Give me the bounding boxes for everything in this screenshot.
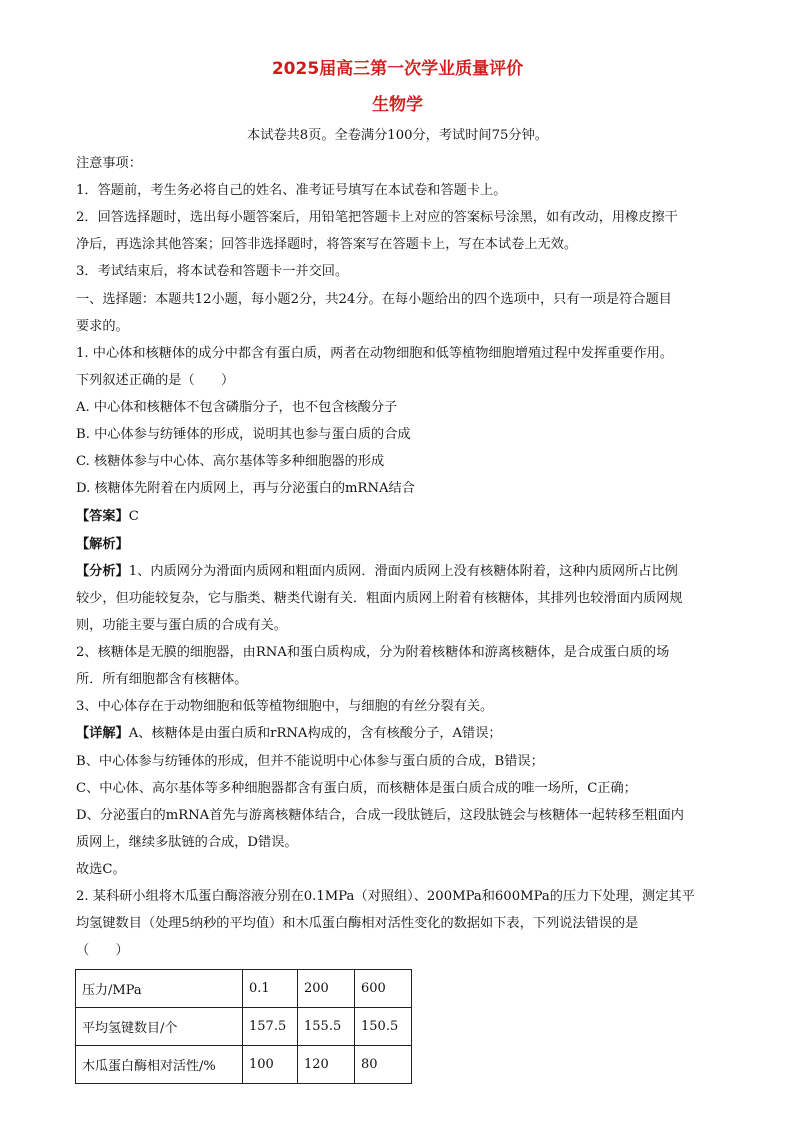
q1-option-a: A. 中心体和核糖体不包含磷脂分子，也不包含核酸分子 bbox=[76, 400, 398, 415]
section-intro: 一、选择题：本题共12小题，每小题2分，共24分。在每小题给出的四个选项中，只有一项是符合题目 bbox=[76, 292, 672, 307]
fenxi-line: 则，功能主要与蛋白质的合成有关。 bbox=[76, 618, 287, 633]
table-cell: 150.5 bbox=[355, 1008, 412, 1046]
table-cell: 80 bbox=[355, 1046, 412, 1084]
fenxi-text: 1、内质网分为滑面内质网和粗面内质网．滑面内质网上没有核糖体附着，这种内质网所占比例 bbox=[128, 564, 678, 579]
fenxi-line: 所．所有细胞都含有核糖体。 bbox=[76, 672, 248, 687]
xiangjie-line: 质网上，继续多肽链的合成，D错误。 bbox=[76, 835, 298, 850]
notice-item: 1．答题前，考生务必将自己的姓名、准考证号填写在本试卷和答题卡上。 bbox=[76, 183, 507, 198]
fenxi-line: 3、中心体存在于动物细胞和低等植物细胞中，与细胞的有丝分裂有关。 bbox=[76, 699, 494, 714]
q1-conclusion: 故选C。 bbox=[76, 862, 126, 877]
q1-option-c: C. 核糖体参与中心体、高尔基体等多种细胞器的形成 bbox=[76, 454, 385, 469]
xiangjie-text: A、核糖体是由蛋白质和rRNA构成的，含有核酸分子，A错误； bbox=[128, 726, 502, 741]
pressure-data-table bbox=[75, 969, 412, 1084]
q1-stem: 下列叙述正确的是（ ） bbox=[76, 373, 235, 388]
notice-item: 净后，再选涂其他答案；回答非选择题时，将答案写在答题卡上，写在本试卷上无效。 bbox=[76, 237, 578, 252]
table-cell: 100 bbox=[243, 1046, 298, 1084]
table-cell: 157.5 bbox=[243, 1008, 298, 1046]
subject-title: 生物学 bbox=[372, 95, 423, 115]
analysis-label: 【解析】 bbox=[76, 537, 129, 552]
table-row bbox=[76, 1046, 412, 1084]
q1-stem: 1. 中心体和核糖体的成分中都含有蛋白质，两者在动物细胞和低等植物细胞增殖过程中发挥重要作用。 bbox=[76, 346, 674, 361]
xiangjie-line: D、分泌蛋白的mRNA首先与游离核糖体结合，合成一段肽链后，这段肽链会与核糖体一起转移至粗面内 bbox=[76, 808, 684, 823]
fenxi-line: 较少，但功能较复杂，它与脂类、糖类代谢有关．粗面内质网上附着有核糖体，其排列也较滑面内质网规 bbox=[76, 591, 683, 606]
fenxi-line bbox=[76, 562, 726, 581]
table-cell: 压力/MPa bbox=[76, 970, 243, 1008]
xiangjie-line: C、中心体、高尔基体等多种细胞器都含有蛋白质，而核糖体是蛋白质合成的唯一场所，C正确； bbox=[76, 781, 637, 796]
exam-title: 2025届高三第一次学业质量评价 bbox=[271, 59, 524, 79]
table-cell: 120 bbox=[298, 1046, 355, 1084]
q1-option-d: D. 核糖体先附着在内质网上，再与分泌蛋白的mRNA结合 bbox=[76, 481, 415, 496]
notice-item: 3．考试结束后，将本试卷和答题卡一并交回。 bbox=[76, 264, 349, 279]
answer-label: 【答案】 bbox=[76, 509, 129, 524]
table-cell: 平均氢键数目/个 bbox=[76, 1008, 243, 1046]
xiangjie-line bbox=[76, 724, 726, 743]
table-cell: 木瓜蛋白酶相对活性/% bbox=[76, 1046, 243, 1084]
q1-answer bbox=[76, 507, 726, 526]
fenxi-label: 【分析】 bbox=[76, 564, 129, 579]
answer-value: C bbox=[128, 509, 139, 524]
xiangjie-line: B、中心体参与纺锤体的形成，但并不能说明中心体参与蛋白质的合成，B错误； bbox=[76, 754, 544, 769]
xiangjie-label: 【详解】 bbox=[76, 726, 129, 741]
q2-stem: （ ） bbox=[76, 943, 129, 958]
q2-stem: 均氢键数目（处理5纳秒的平均值）和木瓜蛋白酶相对活性变化的数据如下表，下列说法错误的是 bbox=[76, 916, 639, 931]
section-intro: 要求的。 bbox=[76, 319, 129, 334]
notice-item: 2．回答选择题时，选出每小题答案后，用铅笔把答题卡上对应的答案标号涂黑，如有改动，用橡皮擦干 bbox=[76, 210, 678, 225]
table-cell: 0.1 bbox=[243, 970, 298, 1008]
table-cell: 155.5 bbox=[298, 1008, 355, 1046]
table-row bbox=[76, 970, 412, 1008]
q2-stem: 2. 某科研小组将木瓜蛋白酶溶液分别在0.1MPa（对照组）、200MPa和600MPa的压力下处理，测定其平 bbox=[76, 889, 695, 904]
table-cell: 600 bbox=[355, 970, 412, 1008]
fenxi-line: 2、核糖体是无膜的细胞器，由RNA和蛋白质构成，分为附着核糖体和游离核糖体，是合成蛋白质的场 bbox=[76, 645, 670, 660]
exam-info: 本试卷共8页。全卷满分100分，考试时间75分钟。 bbox=[247, 128, 548, 143]
notice-heading: 注意事项： bbox=[76, 156, 142, 171]
q1-option-b: B. 中心体参与纺锤体的形成，说明其也参与蛋白质的合成 bbox=[76, 427, 411, 442]
table-cell: 200 bbox=[298, 970, 355, 1008]
table-row bbox=[76, 1008, 412, 1046]
